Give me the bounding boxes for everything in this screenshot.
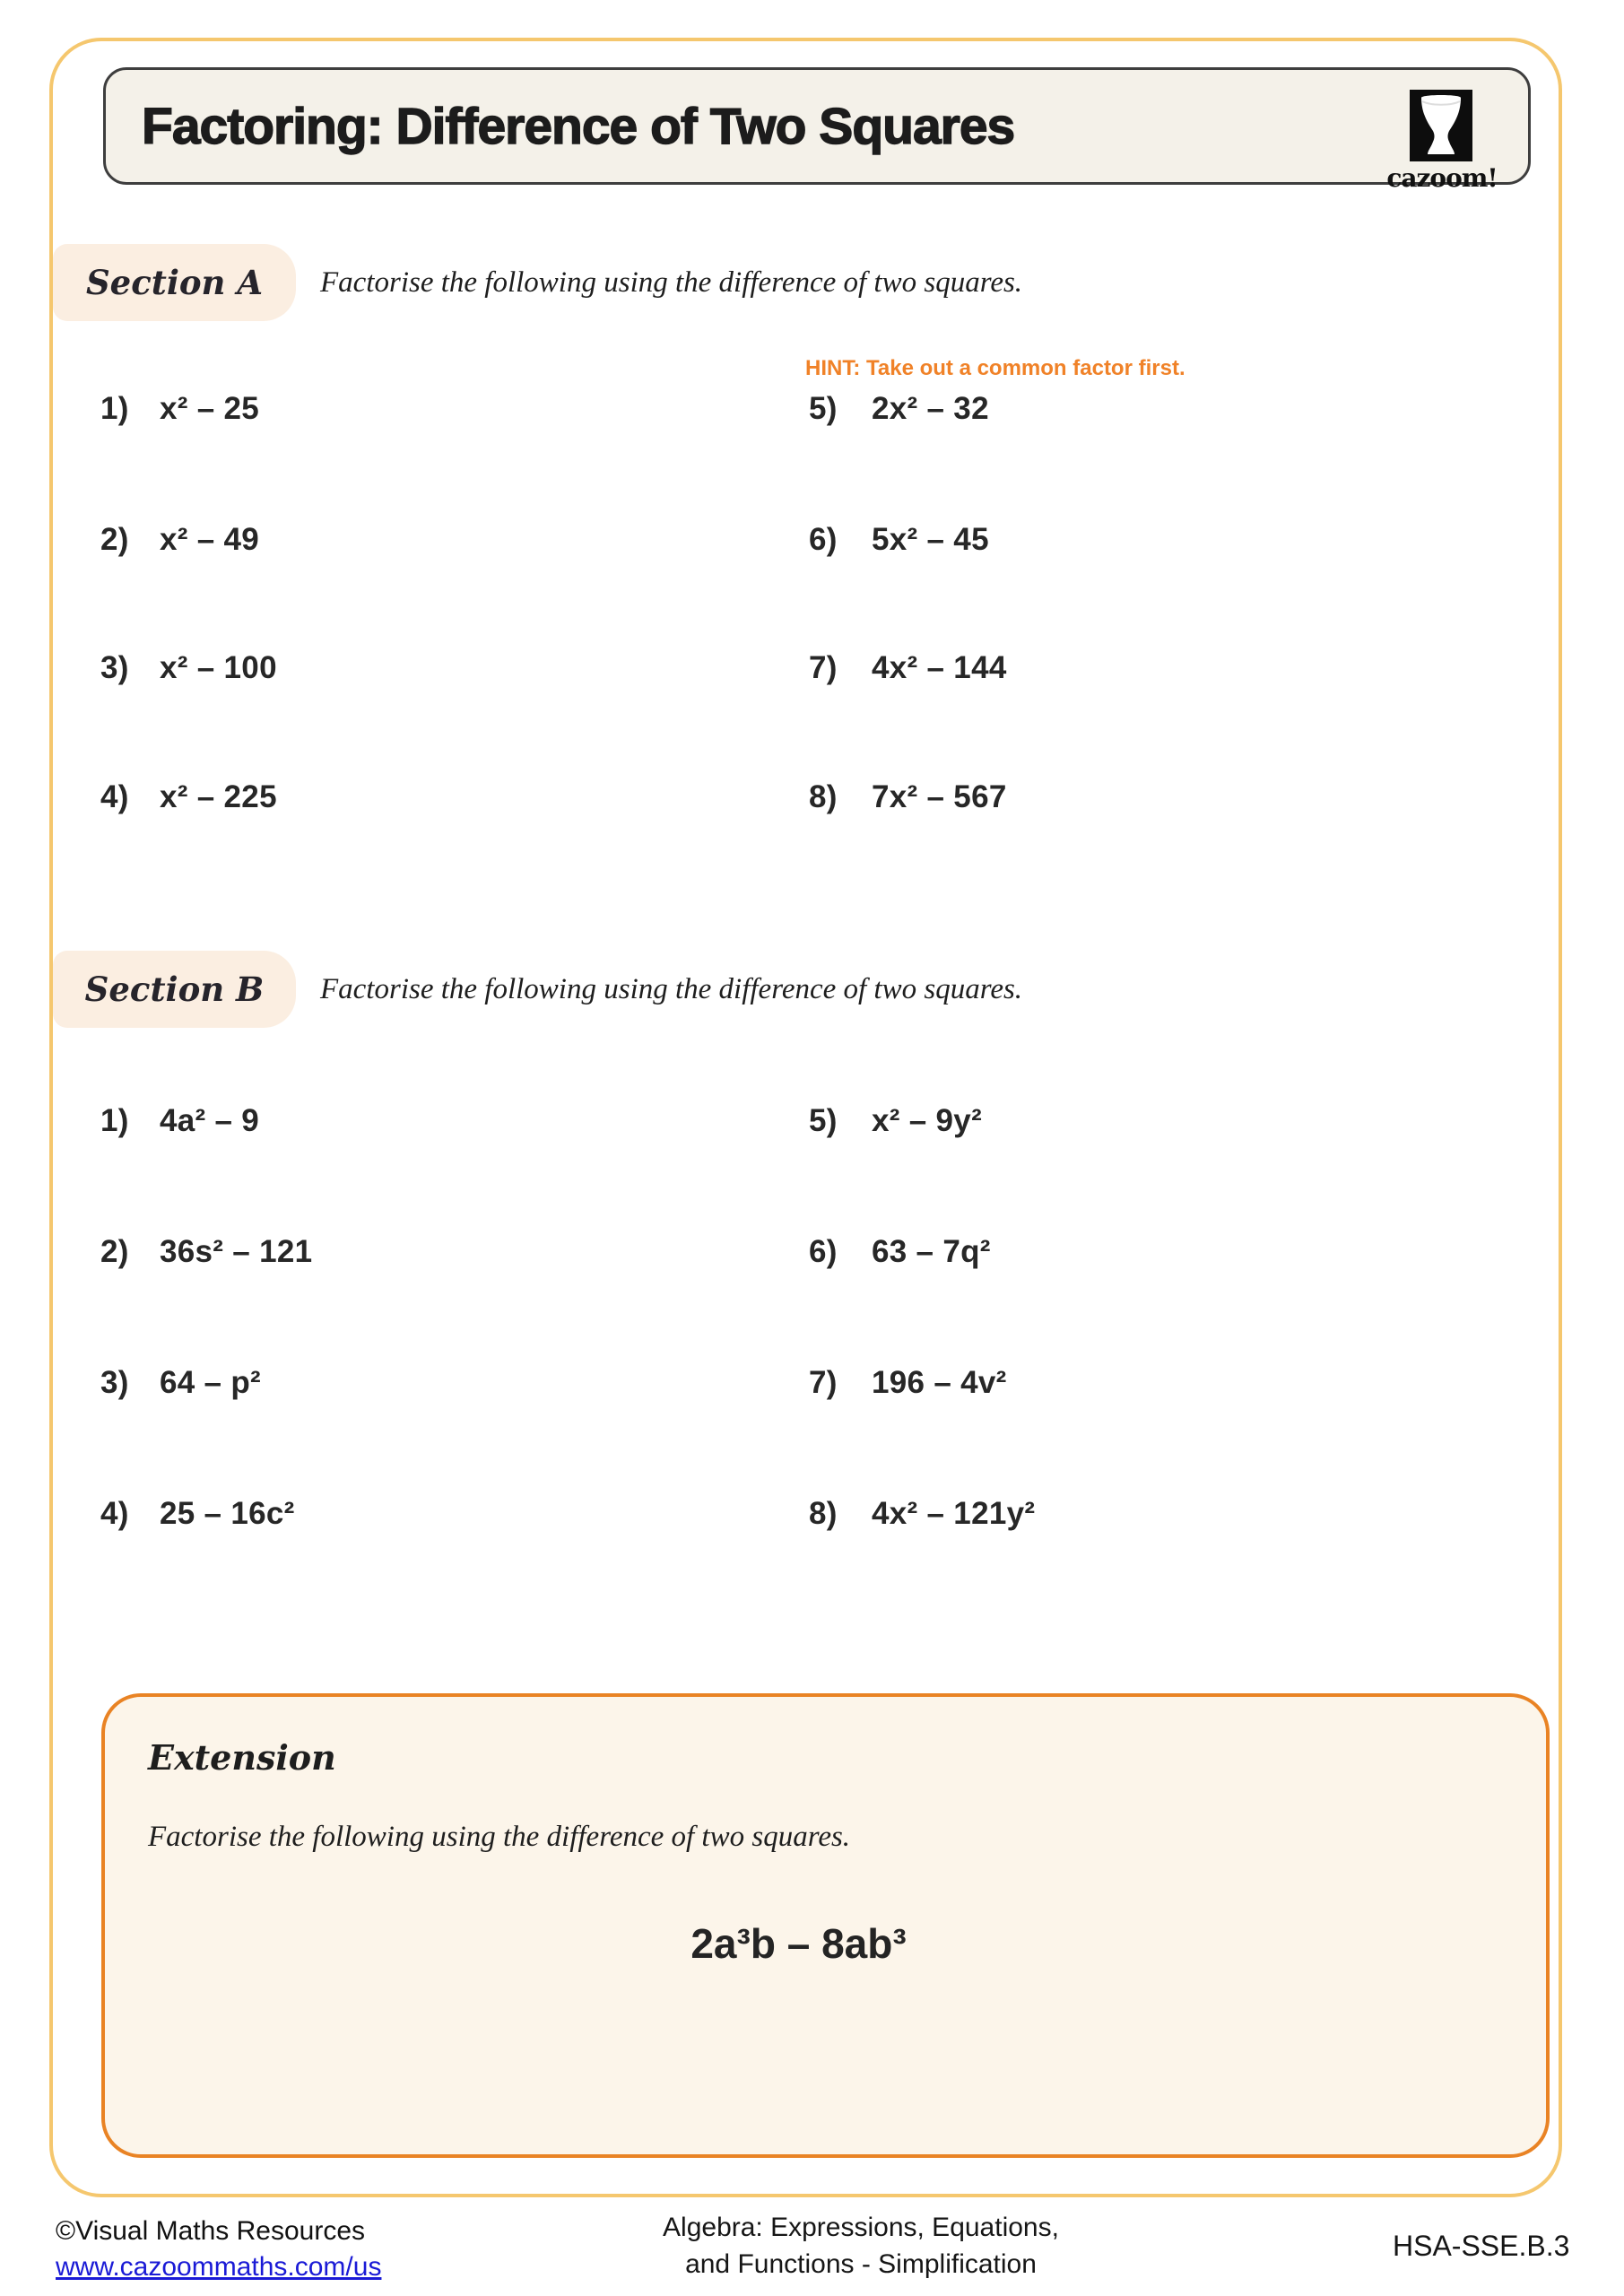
problem-number: 7)	[809, 1365, 838, 1400]
footer-standard-code: HSA-SSE.B.3	[1393, 2230, 1570, 2262]
problem-a7	[809, 650, 1007, 686]
problem-a8	[809, 779, 1007, 815]
problem-number: 3)	[100, 650, 129, 685]
footer-website-link[interactable]: www.cazoommaths.com/us	[56, 2252, 382, 2282]
problem-expression: x² – 9y²	[872, 1103, 983, 1138]
extension-instruction: Factorise the following using the difference of two squares.	[148, 1821, 851, 1853]
problem-a1	[100, 391, 259, 427]
problem-number: 1)	[100, 1103, 129, 1138]
problem-a4	[100, 779, 277, 815]
footer-left	[56, 2213, 381, 2285]
problem-b5	[809, 1103, 982, 1139]
problem-b7	[809, 1365, 1007, 1401]
section-b-label: Section B	[53, 951, 296, 1028]
problem-number: 6)	[809, 522, 838, 557]
problem-number: 1)	[100, 391, 129, 426]
page-title: Factoring: Difference of Two Squares	[142, 97, 1015, 155]
problem-expression: 25 – 16c²	[160, 1496, 295, 1531]
footer-topic-line2: and Functions - Simplification	[685, 2249, 1037, 2279]
problem-expression: 4x² – 144	[872, 650, 1007, 685]
problem-expression: 7x² – 567	[872, 779, 1007, 814]
footer-topic	[628, 2209, 1094, 2283]
problem-number: 4)	[100, 1496, 129, 1531]
djembe-drum-icon	[1410, 90, 1472, 161]
problem-number: 2)	[100, 522, 129, 557]
extension-expression: 2a³b – 8ab³	[690, 1920, 907, 1967]
logo-wordmark: cazoom!	[1386, 163, 1498, 193]
section-b-instruction: Factorise the following using the difference of two squares.	[320, 972, 1023, 1005]
footer-topic-line1: Algebra: Expressions, Equations,	[663, 2213, 1059, 2242]
problem-expression: 4a² – 9	[160, 1103, 260, 1138]
problem-number: 6)	[809, 1234, 838, 1269]
problem-expression: 196 – 4v²	[872, 1365, 1007, 1400]
problem-number: 7)	[809, 650, 838, 685]
problem-expression: x² – 100	[160, 650, 277, 685]
problem-expression: 64 – p²	[160, 1365, 261, 1400]
problem-b2	[100, 1234, 312, 1270]
problem-b1	[100, 1103, 259, 1139]
problem-b6	[809, 1234, 991, 1270]
problem-expression: 36s² – 121	[160, 1234, 313, 1269]
problem-number: 3)	[100, 1365, 129, 1400]
section-a-hint: HINT: Take out a common factor first.	[805, 356, 1185, 380]
problem-expression: 4x² – 121y²	[872, 1496, 1036, 1531]
problem-number: 8)	[809, 779, 838, 814]
problem-expression: x² – 25	[160, 391, 260, 426]
problem-a2	[100, 522, 259, 558]
section-a-label: Section A	[53, 244, 296, 321]
cazoom-logo	[1410, 90, 1472, 161]
problem-a6	[809, 522, 989, 558]
problem-number: 2)	[100, 1234, 129, 1269]
problem-number: 4)	[100, 779, 129, 814]
footer-copyright: ©Visual Maths Resources	[56, 2216, 366, 2246]
section-a-instruction: Factorise the following using the difference of two squares.	[320, 265, 1023, 299]
problem-b8	[809, 1496, 1035, 1532]
extension-title: Extension	[148, 1737, 336, 1778]
problem-b4	[100, 1496, 295, 1532]
problem-number: 8)	[809, 1496, 838, 1531]
problem-a3	[100, 650, 277, 686]
problem-number: 5)	[809, 1103, 838, 1138]
problem-expression: 63 – 7q²	[872, 1234, 991, 1269]
problem-a5	[809, 391, 989, 427]
problem-number: 5)	[809, 391, 838, 426]
problem-expression: 2x² – 32	[872, 391, 989, 426]
problem-expression: 5x² – 45	[872, 522, 989, 557]
problem-expression: x² – 49	[160, 522, 260, 557]
problem-b3	[100, 1365, 261, 1401]
problem-expression: x² – 225	[160, 779, 277, 814]
